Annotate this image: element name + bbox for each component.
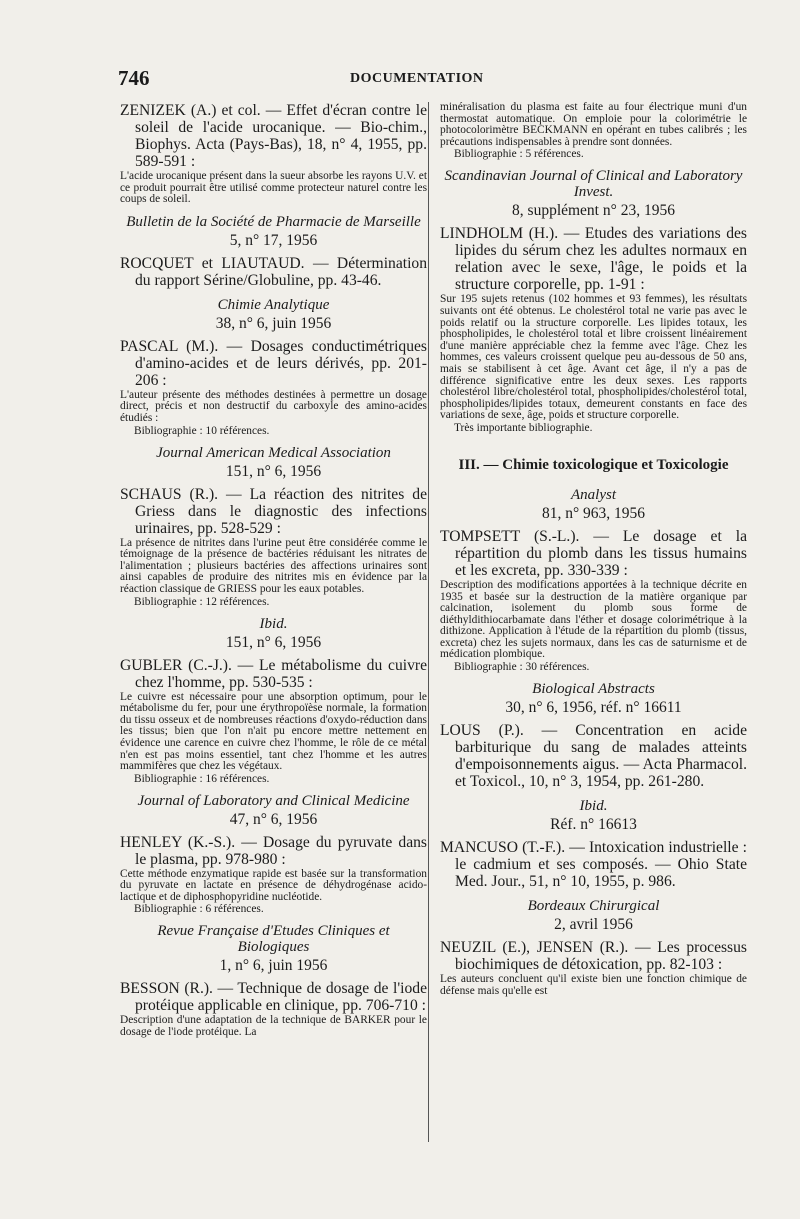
journal-title: Ibid. — [259, 615, 288, 632]
volume-line: 1, n° 6, juin 1956 — [219, 957, 328, 975]
bibliography-line: Bibliographie : 10 références. — [134, 424, 270, 437]
entry-citation: GUBLER (C.-J.). — Le métabolisme du cuivre chez l'homme, pp. 530-535 : — [120, 656, 427, 691]
journal-title: Scandinavian Journal of Clinical and Laboratory Invest. — [444, 168, 743, 201]
left-column — [120, 102, 427, 1047]
entry-abstract: Description d'une adaptation de la technique de BARKER pour le dosage de l'iode protéique. La — [120, 1014, 427, 1039]
entry-citation: TOMPSETT (S.-L.). — Le dosage et la répartition du plomb dans les tissus humains et les excreta, pp. 330-339 : — [440, 527, 747, 579]
right-column — [440, 102, 747, 1005]
entry-abstract: Les auteurs concluent qu'il existe bien une fonction chimique de défense mais qu'elle est — [440, 973, 747, 997]
running-title: DOCUMENTATION — [350, 71, 484, 86]
page-number: 746 — [118, 66, 150, 90]
bibliography-line: Bibliographie : 5 références. — [454, 148, 584, 161]
bibliographic-entry — [440, 225, 747, 434]
bibliographic-entry — [440, 528, 747, 673]
entry-abstract: L'auteur présente des méthodes destinées à permettre un dosage direct, précis et non destructif du carboxyle des amino-acides étudiés : — [120, 388, 427, 424]
bibliographic-entry — [120, 980, 427, 1038]
journal-title: Analyst — [571, 486, 616, 503]
journal-title: Biological Abstracts — [532, 681, 655, 698]
entry-citation: SCHAUS (R.). — La réaction des nitrites de Griess dans le diagnostic des infections urinaires, pp. 528-529 : — [120, 485, 427, 537]
journal-title: Journal of Laboratory and Clinical Medicine — [137, 792, 410, 809]
entry-citation: HENLEY (K.-S.). — Dosage du pyruvate dans le plasma, pp. 978-980 : — [120, 833, 427, 868]
bibliographic-entry — [120, 338, 427, 437]
bibliography-line: Bibliographie : 6 références. — [134, 903, 264, 916]
volume-line: 151, n° 6, 1956 — [225, 462, 322, 480]
entry-citation: MANCUSO (T.-F.). — Intoxication industrielle : le cadmium et ses composés. — Ohio State Med. Jour., 51, n° 10, 1955, p. 986. — [440, 839, 747, 891]
abstract-text: minéralisation du plasma est faite au four électrique muni d'un thermostat automatique. On emploie pour la colorimétrie le photocolorimètre BECKMANN en opérant en tubes calibrés ; les précautions indispensables à prendre sont données. — [440, 101, 747, 148]
journal-title: Revue Française d'Etudes Cliniques et Biologiques — [157, 923, 390, 956]
section-heading: III. — Chimie toxicologique et Toxicologie — [458, 456, 729, 473]
column-divider — [428, 102, 429, 1142]
entry-citation: PASCAL (M.). — Dosages conductimétriques d'amino-acides et de leurs dérivés, pp. 201-206 : — [120, 337, 427, 389]
volume-line: 30, n° 6, 1956, réf. n° 16611 — [505, 699, 682, 717]
continued-abstract — [440, 102, 747, 160]
bibliography-line: Bibliographie : 30 références. — [454, 661, 590, 674]
entry-citation: LINDHOLM (H.). — Etudes des variations des lipides du sérum chez les adultes normaux en relation avec le sexe, l'âge, le poids et la structure corporelle, pp. 1-91 : — [440, 225, 747, 294]
bibliography-line: Bibliographie : 16 références. — [134, 772, 270, 785]
journal-title: Ibid. — [579, 798, 608, 815]
bibliographic-entry — [120, 834, 427, 916]
bibliographic-entry — [440, 839, 747, 890]
entry-abstract: Le cuivre est nécessaire pour une absorption optimum, pour le métabolisme du fer, pour une érythropoïèse normale, la formation du tissu osseux et de nombreuses réactions d'oxydo-réduction dans les tissus; bien que l'on n'ait pu encore mettre nettement en évidence une carence en cuivre chez l'homme, le rôle de ce métal n'en est pas moins essentiel, tant chez l'homme et les autres mammifères que chez les végétaux. — [120, 690, 427, 773]
page-header — [118, 66, 748, 94]
volume-line: Réf. n° 16613 — [550, 816, 637, 834]
entry-citation: ROCQUET et LIAUTAUD. — Détermination du rapport Sérine/Globuline, pp. 43-46. — [120, 254, 427, 289]
volume-line: 81, n° 963, 1956 — [541, 504, 646, 522]
bibliography-line: Très importante bibliographie. — [454, 421, 593, 434]
volume-line: 8, supplément n° 23, 1956 — [512, 202, 675, 220]
journal-title: Bordeaux Chirurgical — [527, 898, 660, 915]
bibliographic-entry — [440, 722, 747, 790]
bibliography-line: Bibliographie : 12 références. — [134, 595, 270, 608]
volume-line: 151, n° 6, 1956 — [225, 633, 322, 651]
volume-line: 2, avril 1956 — [554, 916, 633, 934]
entry-abstract: La présence de nitrites dans l'urine peut être considérée comme le témoignage de la présence de bactéries réduisant les nitrates de l'alimentation ; plusieurs bactéries des affections urinaires sont ainsi capables de produire des nitrites mis en évidence par la réaction classique de GRIESS pour les eaux potables. — [120, 536, 427, 595]
entry-citation: LOUS (P.). — Concentration en acide barbiturique du sang de malades atteints d'empoisonnements aigus. — Acta Pharmacol. et Toxicol., 10, n° 3, 1954, pp. 261-280. — [440, 722, 747, 791]
bibliographic-entry — [120, 657, 427, 785]
entry-citation: NEUZIL (E.), JENSEN (R.). — Les processus biochimiques de détoxication, pp. 82-103 : — [440, 939, 747, 974]
volume-line: 38, n° 6, juin 1956 — [215, 314, 332, 332]
volume-line: 5, n° 17, 1956 — [229, 231, 318, 249]
entry-citation: ZENIZEK (A.) et col. — Effet d'écran contre le soleil de l'acide urocanique. — Bio-chim., Biophys. Acta (Pays-Bas), 18, n° 4, 1955, pp. 589-591 : — [120, 102, 427, 170]
entry-abstract: Sur 195 sujets retenus (102 hommes et 93 femmes), les résultats suivants ont été obtenus. Le cholestérol total ne varie pas avec le poids relatif ou la structure corporelle. Les lipides totaux, les phospholipides, le cholestérol total et libre croissent linéairement d'une manière appréciable chez la femme avec l'âge. Chez les hommes, ces valeurs croissent quelque peu au-dessous de 50 ans, mais se stabilisent à cet âge. Avant cet âge, il n'y a pas de différence significative entre les deux sexes. Les rapports cholestérol libre/cholestérol total, phospholipides/cholestérol total, phospholipides/lipides totaux, demeurent constants en face des variations de sexe, âge, poids et structure corporelle. — [440, 293, 747, 422]
bibliographic-entry — [120, 255, 427, 289]
journal-title: Journal American Medical Association — [156, 444, 391, 461]
bibliographic-entry — [440, 939, 747, 997]
entry-abstract: Description des modifications apportées à la technique décrite en 1935 et basée sur la destruction de la matière organique par calcination, isolement du plomb sous forme de diéthyldithiocarbamate dans l'éther et dosage colorimétrique à la dithizone. Application à l'étude de la répartition du plomb (tissus, excreta) chez les sujets normaux, dans les cas de saturnisme et de médication plombique. — [440, 578, 747, 661]
journal-title: Bulletin de la Société de Pharmacie de Marseille — [126, 213, 421, 230]
volume-line: 47, n° 6, 1956 — [229, 810, 318, 828]
entry-abstract: Cette méthode enzymatique rapide est basée sur la transformation du pyruvate en lactate en présence de déhydrogénase acido-lactique et de diphosphopyridine nucléotide. — [120, 867, 427, 903]
entry-citation: BESSON (R.). — Technique de dosage de l'iode protéique applicable en clinique, pp. 706-710 : — [120, 980, 427, 1015]
entry-abstract: L'acide urocanique présent dans la sueur absorbe les rayons U.V. et ce produit pourrait être utilisé comme protecteur naturel contre les coups de soleil. — [120, 170, 427, 206]
bibliographic-entry — [120, 102, 427, 206]
journal-title: Chimie Analytique — [217, 296, 330, 313]
bibliographic-entry — [120, 486, 427, 608]
